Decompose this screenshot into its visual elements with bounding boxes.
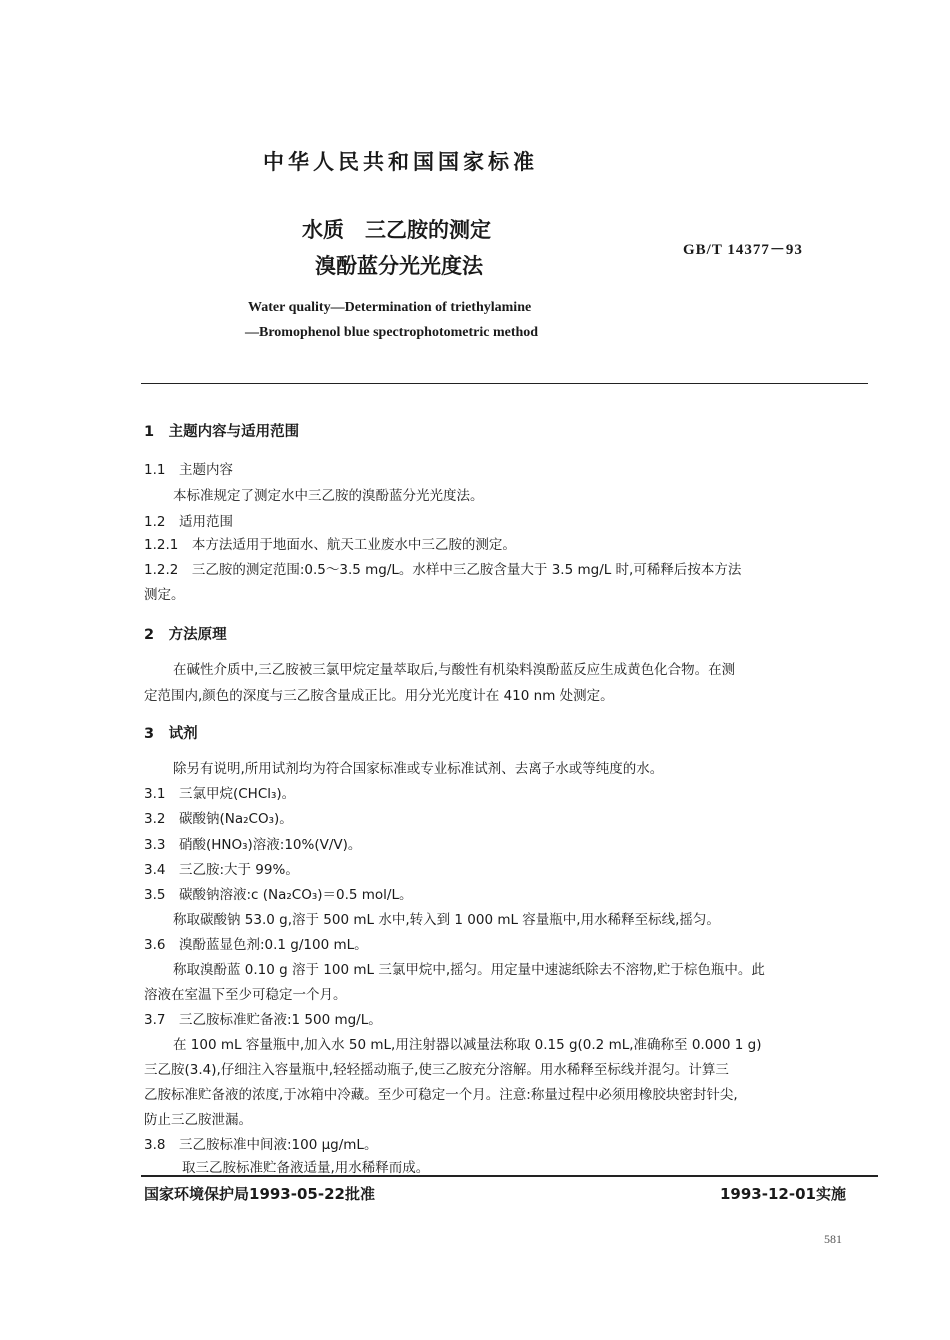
clause-1-2-1: 1.2.1 本方法适用于地面水、航天工业废水中三乙胺的测定。 (144, 537, 516, 553)
clause-1-2: 1.2 适用范围 (144, 514, 233, 530)
clause-3-8: 3.8 三乙胺标准中间液:100 μg/mL。 (144, 1137, 378, 1153)
national-standard-heading: 中华人民共和国国家标准 (263, 150, 538, 174)
approval-date: 国家环境保护局1993-05-22批准 (144, 1185, 375, 1203)
clause-3-6: 3.6 溴酚蓝显色剂:0.1 g/100 mL。 (144, 937, 368, 953)
english-title-line2: —Bromophenol blue spectrophotometric method (245, 325, 539, 340)
clause-3-5: 3.5 碳酸钠溶液:c (Na₂CO₃)＝0.5 mol/L。 (144, 887, 413, 903)
clause-1-2-2-line1: 1.2.2 三乙胺的测定范围:0.5～3.5 mg/L。水样中三乙胺含量大于 3.5 mg/L 时,可稀释后按本方法 (144, 562, 742, 578)
clause-3-7-text-line3: 乙胺标准贮备液的浓度,于冰箱中冷藏。至少可稳定一个月。注意:称量过程中必须用橡胶块密封针尖, (144, 1087, 738, 1103)
clause-3-5-text: 称取碳酸钠 53.0 g,溶于 500 mL 水中,转入到 1 000 mL 容量瓶中,用水稀释至标线,摇匀。 (173, 912, 720, 928)
header-divider (141, 383, 868, 384)
implementation-date: 1993-12-01实施 (720, 1185, 846, 1203)
clause-3-6-text-line2: 溶液在室温下至少可稳定一个月。 (144, 987, 347, 1003)
clause-1-1-text: 本标准规定了测定水中三乙胺的溴酚蓝分光光度法。 (173, 488, 484, 504)
footer-divider (141, 1175, 878, 1177)
clause-3-7: 3.7 三乙胺标准贮备液:1 500 mg/L。 (144, 1012, 382, 1028)
clause-3-2: 3.2 碳酸钠(Na₂CO₃)。 (144, 811, 293, 827)
page-number: 581 (824, 1232, 842, 1246)
document-title-line1: 水质 三乙胺的测定 (302, 218, 491, 242)
clause-3-7-text-line2: 三乙胺(3.4),仔细注入容量瓶中,轻轻摇动瓶子,使三乙胺充分溶解。用水稀释至标线并混匀。计算三 (144, 1062, 729, 1078)
clause-3-7-text-line4: 防止三乙胺泄漏。 (144, 1112, 252, 1128)
clause-3-7-text-line1: 在 100 mL 容量瓶中,加入水 50 mL,用注射器以减量法称取 0.15 g(0.2 mL,准确称至 0.000 1 g) (173, 1037, 762, 1053)
section-2-text-line1: 在碱性介质中,三乙胺被三氯甲烷定量萃取后,与酸性有机染料溴酚蓝反应生成黄色化合物。在测 (173, 662, 736, 678)
section-2-text-line2: 定范围内,颜色的深度与三乙胺含量成正比。用分光光度计在 410 nm 处测定。 (144, 688, 614, 704)
clause-3-6-text-line1: 称取溴酚蓝 0.10 g 溶于 100 mL 三氯甲烷中,摇匀。用定量中速滤纸除去不溶物,贮于棕色瓶中。此 (173, 962, 765, 978)
section-1-heading: 1 主题内容与适用范围 (144, 424, 300, 440)
clause-1-2-2-line2: 测定。 (144, 587, 185, 603)
clause-3-8-text: 取三乙胺标准贮备液适量,用水稀释而成。 (182, 1160, 430, 1176)
english-title-line1: Water quality—Determination of triethylamine (248, 300, 532, 315)
section-3-heading: 3 试剂 (144, 726, 198, 742)
document-title-line2: 溴酚蓝分光光度法 (315, 254, 483, 278)
clause-1-1: 1.1 主题内容 (144, 462, 233, 478)
clause-3-4: 3.4 三乙胺:大于 99%。 (144, 862, 299, 878)
clause-3-1: 3.1 三氯甲烷(CHCl₃)。 (144, 786, 296, 802)
section-3-intro: 除另有说明,所用试剂均为符合国家标准或专业标准试剂、去离子水或等纯度的水。 (173, 761, 664, 777)
section-2-heading: 2 方法原理 (144, 627, 227, 643)
clause-3-3: 3.3 硝酸(HNO₃)溶液:10%(V/V)。 (144, 837, 362, 853)
standard-number: GB/T 14377－93 (683, 242, 803, 258)
